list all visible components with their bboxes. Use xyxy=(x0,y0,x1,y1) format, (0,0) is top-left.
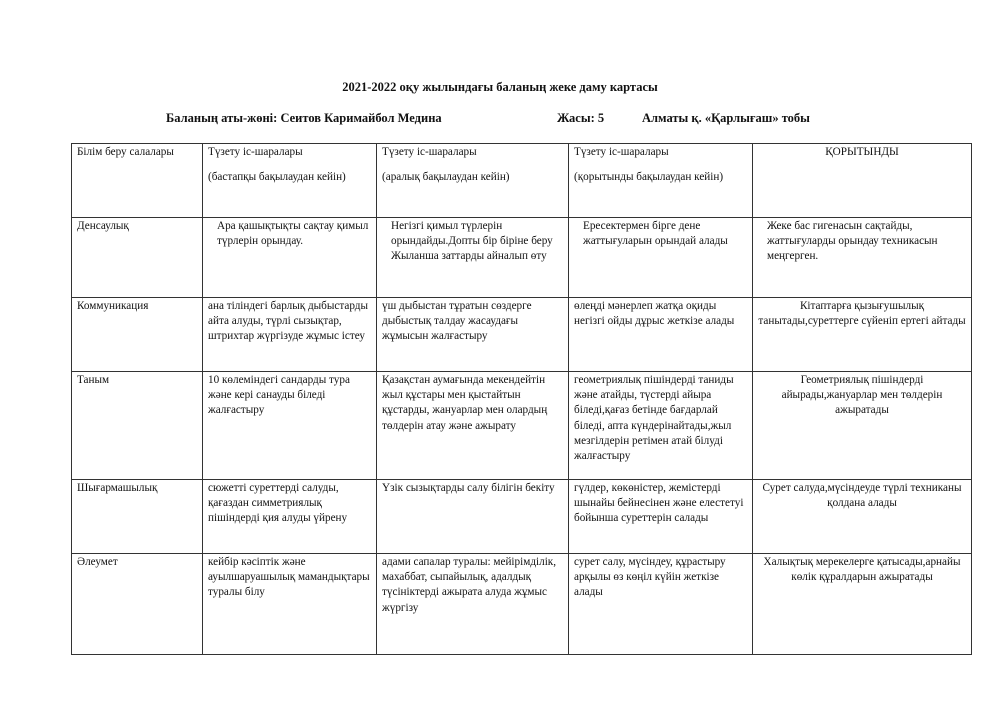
header-final: Түзету іс-шаралары (қорытынды бақылаудан кейін) xyxy=(569,144,753,218)
interim-cell: үш дыбыстан тұратын сөздерге дыбыстық талдау жасаудағы жұмысын жалғастыру xyxy=(377,298,569,372)
initial-cell: ана тіліндегі барлық дыбыстарды айта алуды, түрлі сызықтар, штрихтар жүргізуде жұмыс істеу xyxy=(203,298,377,372)
final-cell: сурет салу, мүсіндеу, құрастыру арқылы өз көңіл күйін жеткізе алады xyxy=(569,554,753,655)
initial-cell: Ара қашықтықты сақтау қимыл түрлерін орындау. xyxy=(203,218,377,298)
header-initial: Түзету іс-шаралары (бастапқы бақылаудан кейін) xyxy=(203,144,377,218)
interim-cell: Үзік сызықтарды салу білігін бекіту xyxy=(377,480,569,554)
conclusion-cell: Геометриялық пішіндерді айырады,жануарлар мен төлдерін ажыратады xyxy=(753,372,972,480)
table-row xyxy=(72,480,972,554)
initial-cell: сюжетті суреттерді салуды, қағаздан симметриялық пішіндерді қия алуды үйрену xyxy=(203,480,377,554)
area-cell: Таным xyxy=(72,372,203,480)
area-cell: Денсаулық xyxy=(72,218,203,298)
conclusion-cell: Кітаптарға қызығушылық танытады,суреттерге сүйеніп ертегі айтады xyxy=(753,298,972,372)
final-cell: өлеңді мәнерлеп жатқа оқиды негізгі ойды дұрыс жеткізе алады xyxy=(569,298,753,372)
development-card-table xyxy=(71,143,972,655)
final-cell: гүлдер, көкөністер, жемістерді шынайы бейнесінен және елестетуі бойынша суреттерін салады xyxy=(569,480,753,554)
conclusion-cell: Халықтық мерекелерге қатысады,арнайы көлік құралдарын ажыратады xyxy=(753,554,972,655)
final-cell: геометриялық пішіндерді таниды және атайды, түстерді айыра біледі,қағаз бетінде бағдарлай біледі, апта күндерінайтады,жыл мезгілдерін ретімен атай білуді жалғастыру xyxy=(569,372,753,480)
area-cell: Шығармашылық xyxy=(72,480,203,554)
header-conclusion: ҚОРЫТЫНДЫ xyxy=(753,144,972,218)
header-interim: Түзету іс-шаралары (аралық бақылаудан кейін) xyxy=(377,144,569,218)
conclusion-cell: Жеке бас гигенасын сақтайды, жаттығуларды орындау техникасын меңгерген. xyxy=(753,218,972,298)
child-name: Баланың аты-жөні: Сеитов Каримайбол Медина xyxy=(166,111,442,125)
interim-cell: Негізгі қимыл түрлерін орындайды.Допты бір біріне беру Жыланша заттарды айналып өту xyxy=(377,218,569,298)
table-row xyxy=(72,218,972,298)
initial-cell: кейбір кәсіптік және ауылшаруашылық мамандықтары туралы білу xyxy=(203,554,377,655)
final-cell: Ересектермен бірге дене жаттығуларын орындай алады xyxy=(569,218,753,298)
child-age: Жасы: 5 xyxy=(557,111,605,125)
table-row xyxy=(72,372,972,480)
conclusion-cell: Сурет салуда,мүсіндеуде түрлі техниканы қолдана алады xyxy=(753,480,972,554)
table-row xyxy=(72,298,972,372)
page-title: 2021-2022 оқу жылындағы баланың жеке даму картасы xyxy=(342,80,658,94)
table-row xyxy=(72,554,972,655)
child-group: Алматы қ. «Қарлығаш» тобы xyxy=(642,111,810,125)
header-area: Білім беру салалары xyxy=(72,144,203,218)
initial-cell: 10 көлеміндегі сандарды тура және кері санауды біледі жалғастыру xyxy=(203,372,377,480)
area-cell: Коммуникация xyxy=(72,298,203,372)
interim-cell: Қазақстан аумағында мекендейтін жыл құстары мен қыстайтын құстарды, жануарлар мен олардың төлдерін атау және ажырату xyxy=(377,372,569,480)
table-header-row xyxy=(72,144,972,218)
interim-cell: адами сапалар туралы: мейірімділік, махаббат, сыпайылық, адалдық түсініктерді ажырата алуда жұмыс жүргізу xyxy=(377,554,569,655)
area-cell: Әлеумет xyxy=(72,554,203,655)
